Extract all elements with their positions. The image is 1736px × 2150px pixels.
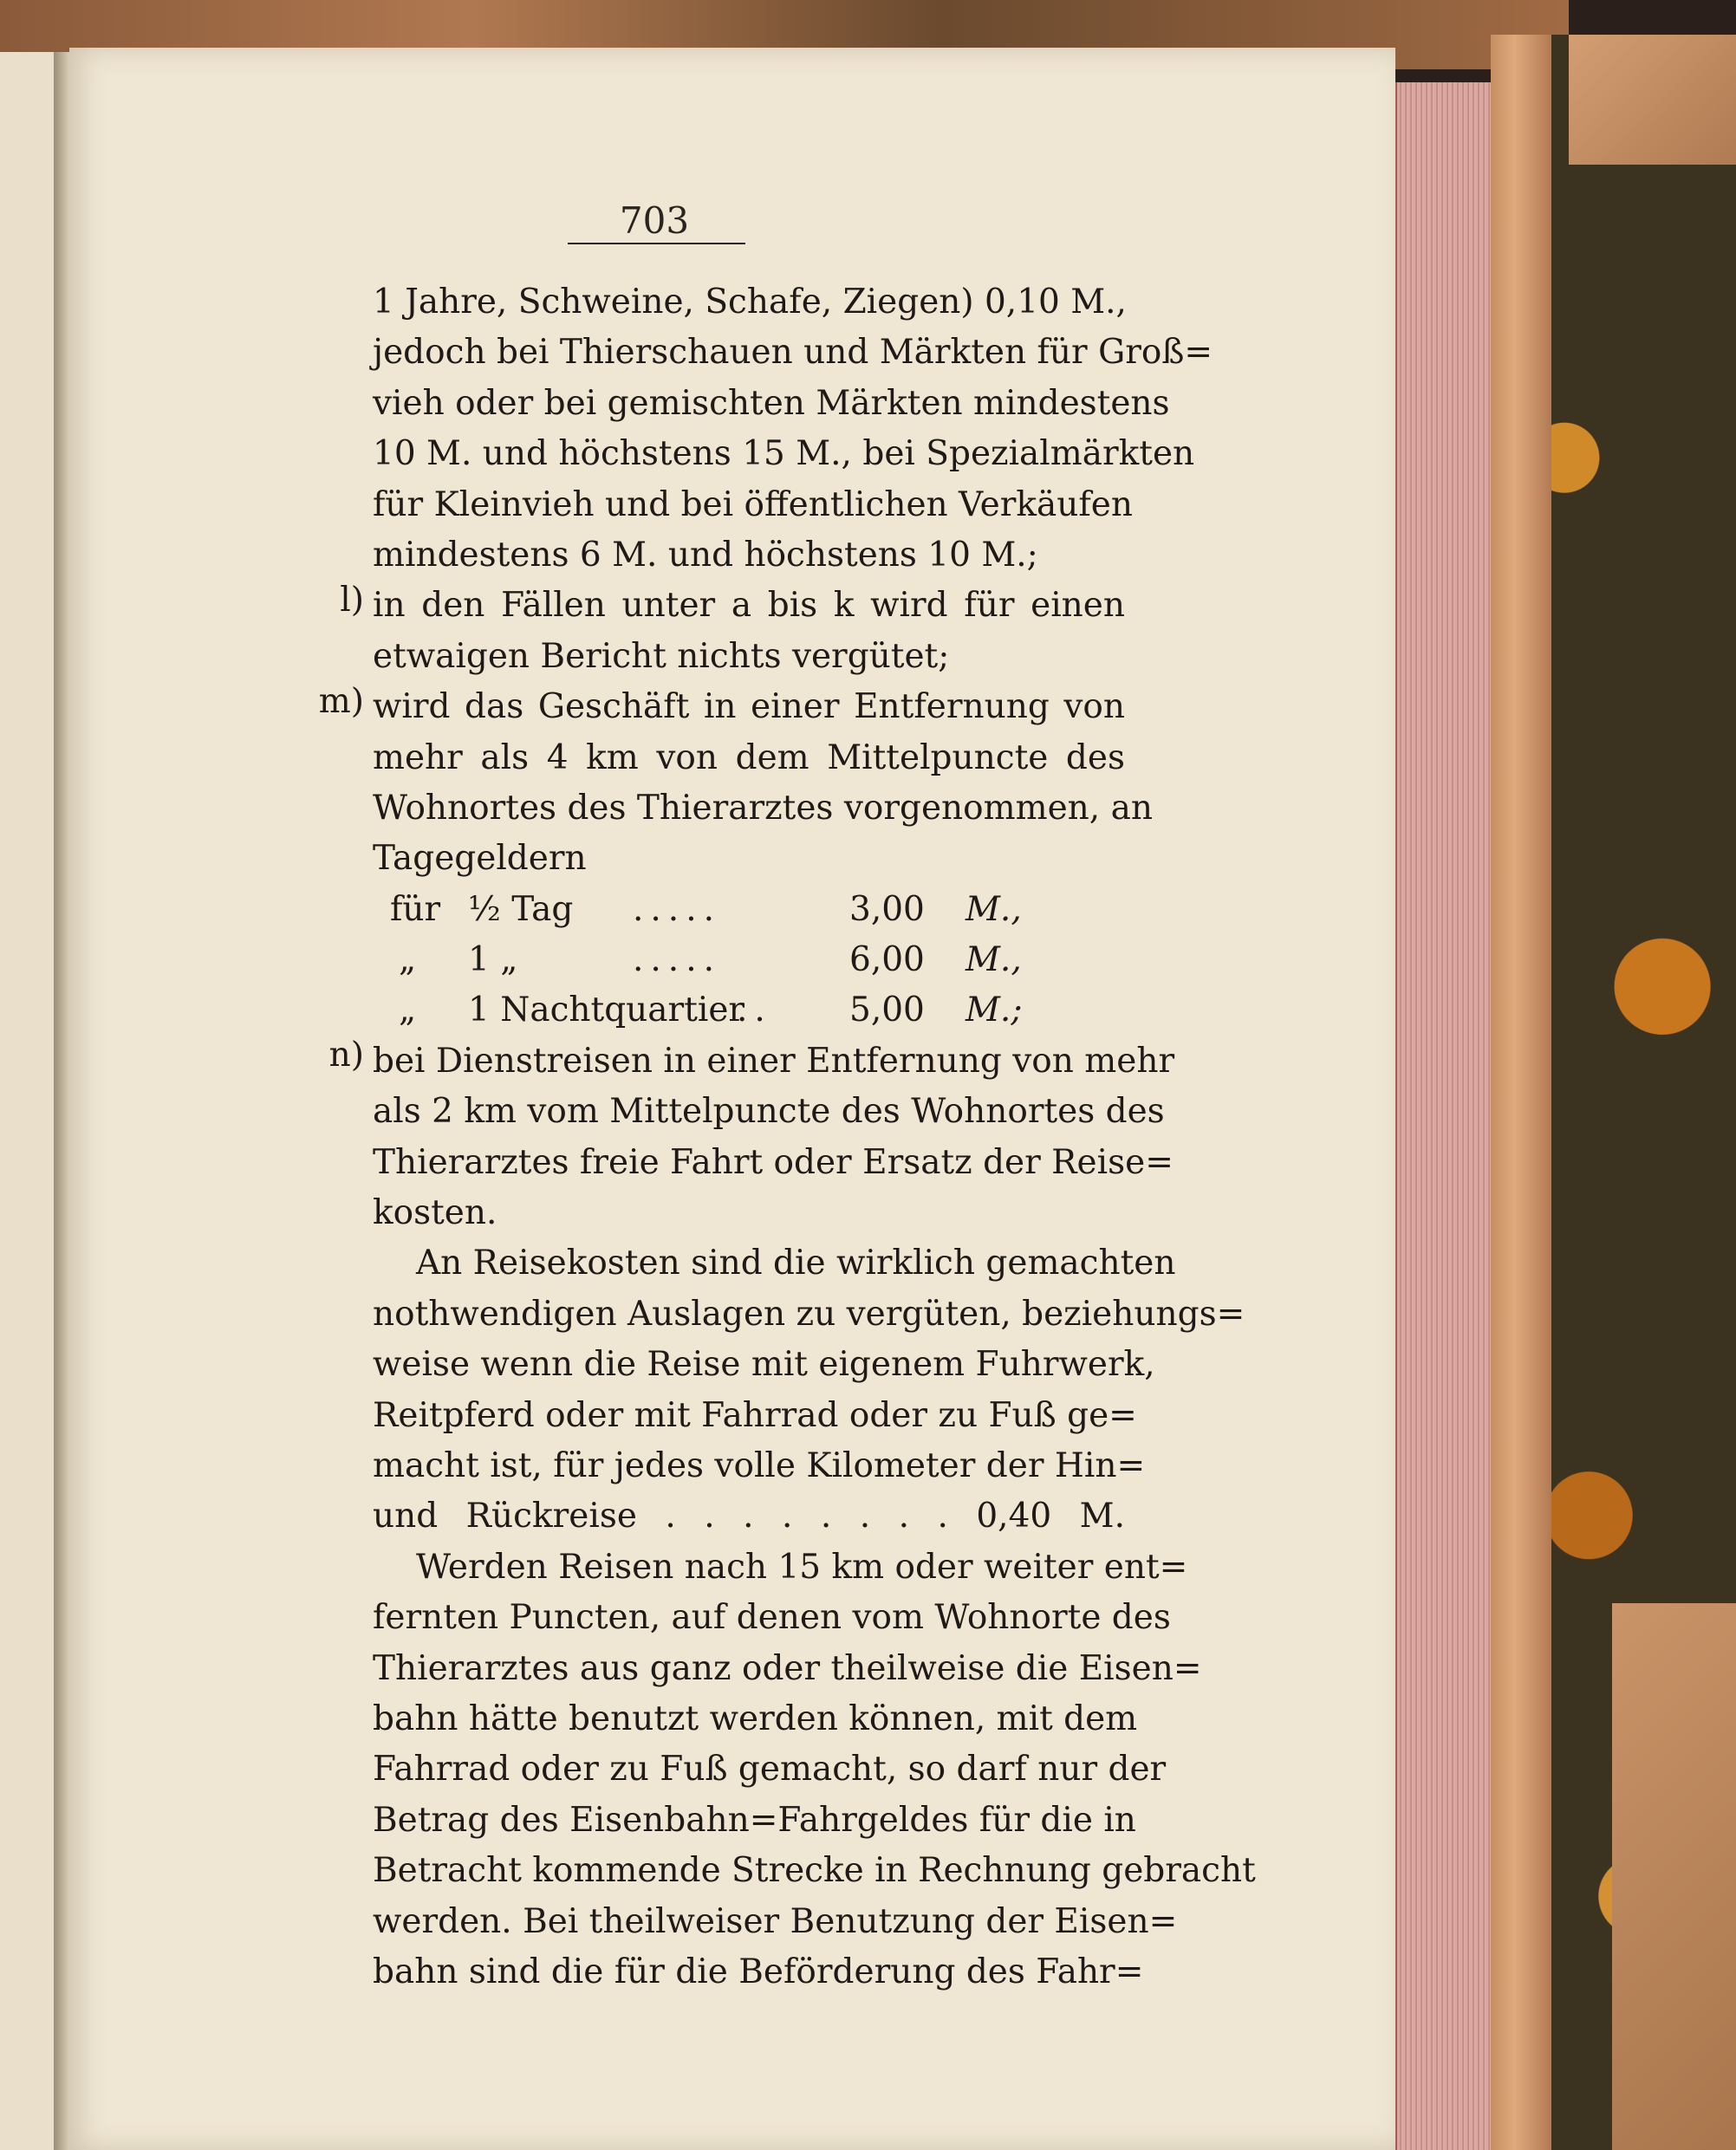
text-line: für Kleinvieh und bei öffentlichen Verkäufen [373,484,1133,524]
fee-prefix: „ [399,940,417,980]
page-edges [1395,82,1492,2150]
fee-prefix: für [390,889,441,929]
fee-label: ½ Tag [468,889,574,929]
fee-dots: ..... [633,940,721,980]
text-line: Reitpferd oder mit Fahrrad oder zu Fuß ge= [373,1395,1137,1435]
text-line: An Reisekosten sind die wirklich gemachten [416,1244,1176,1283]
leather-corner-top [1569,35,1736,165]
book-gutter [54,52,69,2150]
fee-row [373,985,1125,1036]
header-rule [568,243,745,244]
fee-dots: .. [737,991,772,1030]
text-line: kosten. [373,1193,497,1233]
fee-dots: ..... [633,889,721,929]
text-line: 10 M. und höchstens 15 M., bei Spezialmärkten [373,434,1195,474]
text-line: werden. Bei theilweiser Benutzung der Eisen= [373,1901,1178,1941]
text-line: bahn hätte benutzt werden können, mit dem [373,1699,1138,1738]
fee-amount: 6,00 [849,940,925,980]
fee-label: 1 „ [468,940,518,980]
fee-row [373,935,1125,985]
text-line: Betracht kommende Strecke in Rechnung gebracht [373,1851,1256,1891]
leather-binding [1491,35,1551,2150]
text-line: mehr als 4 km von dem Mittelpuncte des [373,737,1125,777]
fee-currency: M., [966,940,1022,980]
text-line: bahn sind die für die Beförderung des Fahr= [373,1952,1144,1991]
page-number: 703 [619,199,690,242]
text-line: und Rückreise . . . . . . . . 0,40 M. [373,1497,1125,1536]
text-line: Betrag des Eisenbahn=Fahrgeldes für die in [373,1800,1136,1840]
text-line: bei Dienstreisen in einer Entfernung von mehr [373,1041,1175,1081]
text-line: jedoch bei Thierschauen und Märkten für Groß= [373,333,1213,373]
left-page-edge [0,52,55,2150]
fee-amount: 5,00 [849,991,925,1030]
text-line: Thierarztes freie Fahrt oder Ersatz der Reise= [373,1142,1174,1182]
text-line: als 2 km vom Mittelpuncte des Wohnortes des [373,1092,1165,1132]
item-marker-n: n) [328,1036,364,1075]
fee-row [373,885,1125,935]
text-line: macht ist, für jedes volle Kilometer der Hin= [373,1445,1146,1485]
fee-currency: M., [966,889,1022,929]
text-line: weise wenn die Reise mit eigenem Fuhrwerk, [373,1345,1155,1385]
fee-currency: M.; [966,991,1023,1030]
text-line: Werden Reisen nach 15 km oder weiter ent= [416,1547,1188,1587]
text-line: Fahrrad oder zu Fuß gemacht, so darf nur der [373,1750,1167,1790]
item-marker-m: m) [318,682,364,721]
text-line: fernten Puncten, auf denen vom Wohnorte des [373,1598,1171,1638]
item-marker-l: l) [340,581,364,620]
body-text [373,277,1256,1997]
text-line: Thierarztes aus ganz oder theilweise die Eisen= [373,1648,1202,1688]
text-line: vieh oder bei gemischten Märkten mindestens [373,383,1170,423]
fee-amount: 3,00 [849,889,925,929]
text-line: Wohnortes des Thierarztes vorgenommen, an [373,788,1153,828]
text-line: Tagegeldern [373,839,587,879]
text-line: in den Fällen unter a bis k wird für einen [373,586,1125,626]
fee-prefix: „ [399,991,417,1030]
text-line: etwaigen Bericht nichts vergütet; [373,636,950,676]
fee-label: 1 Nachtquartier [468,991,745,1030]
text-line: wird das Geschäft in einer Entfernung von [373,687,1125,727]
text-line: nothwendigen Auslagen zu vergüten, beziehungs= [373,1294,1245,1334]
text-line: mindestens 6 M. und höchstens 10 M.; [373,535,1038,575]
text-line: 1 Jahre, Schweine, Schafe, Ziegen) 0,10 M., [373,283,1127,322]
leather-corner-bottom [1612,1603,1736,2150]
